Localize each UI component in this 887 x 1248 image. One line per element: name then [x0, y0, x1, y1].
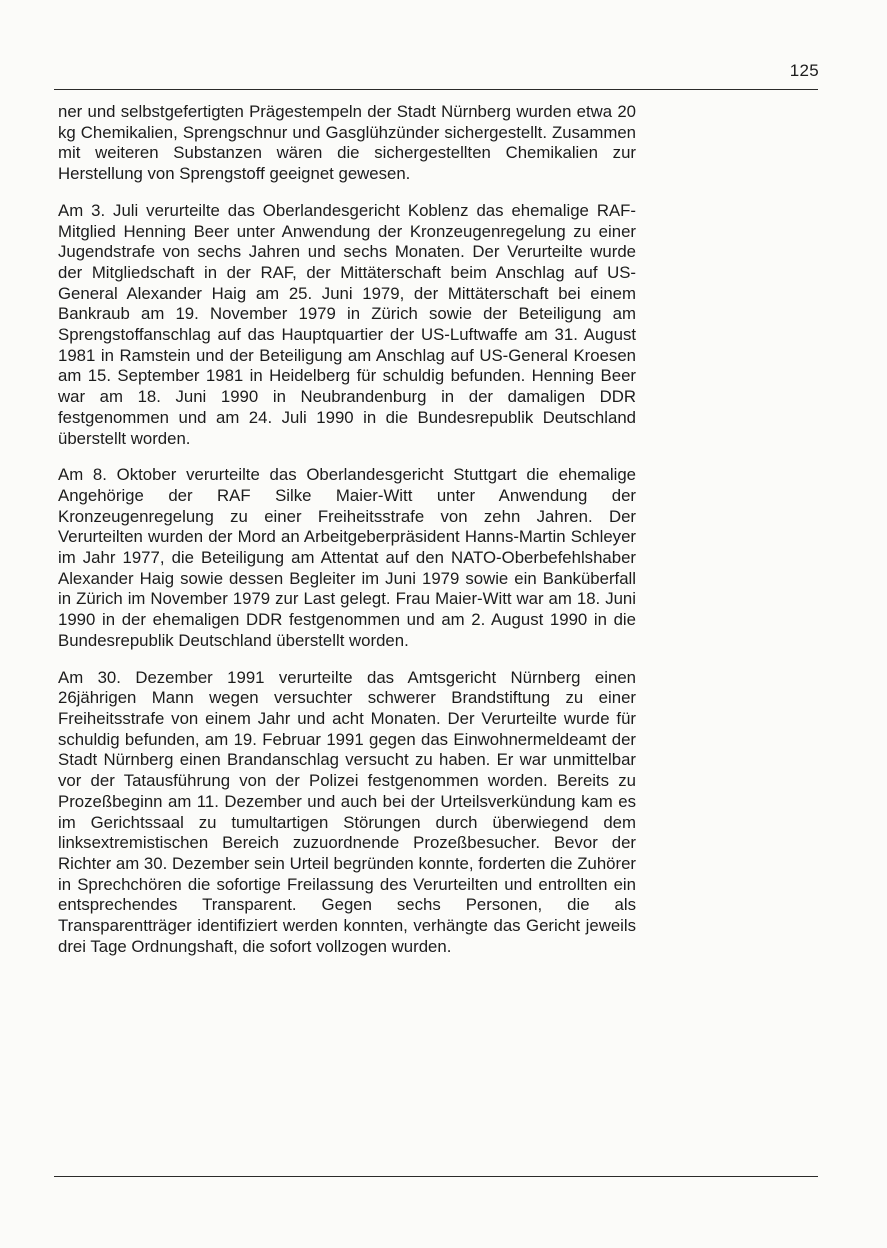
- header-rule: [54, 89, 818, 90]
- paragraph-3: Am 8. Oktober verurteilte das Oberlandesgericht Stuttgart die ehemalige Angehörige der RAF Silke Maier-Witt unter Anwendung der Kronzeugenregelung zu einer Freiheitsstrafe von zehn Jahren. Der Verurteilten wurden der Mord an Arbeitgeberpräsident Hanns-Martin Schleyer im Jahr 1977, die Beteiligung am Attentat auf den NATO-Oberbefehlshaber Alexander Haig sowie dessen Begleiter im Juni 1979 sowie ein Banküberfall in Zürich im November 1979 zur Last gelegt. Frau Maier-Witt war am 18. Juni 1990 in der ehemaligen DDR festgenommen und am 2. August 1990 in die Bundesrepublik Deutschland überstellt worden.: [58, 465, 636, 650]
- paragraph-2: Am 3. Juli verurteilte das Oberlandesgericht Koblenz das ehemalige RAF-Mitglied Henning Beer unter Anwendung der Kronzeugenregelung zu einer Jugendstrafe von sechs Jahren und sechs Monaten. Der Verurteilte wurde der Mitgliedschaft in der RAF, der Mittäterschaft beim Anschlag auf US-General Alexander Haig am 25. Juni 1979, der Mittäterschaft bei einem Bankraub am 19. November 1979 in Zürich sowie der Beteiligung am Sprengstoffanschlag auf das Hauptquartier der US-Luftwaffe am 31. August 1981 in Ramstein und der Beteiligung am Anschlag auf US-General Kroesen am 15. September 1981 in Heidelberg für schuldig befunden. Henning Beer war am 18. Juni 1990 in Neubrandenburg in der damaligen DDR festgenommen und am 24. Juli 1990 in die Bundesrepublik Deutschland überstellt worden.: [58, 200, 636, 448]
- footer-rule: [54, 1176, 818, 1177]
- page-number: 125: [789, 61, 819, 80]
- paragraph-4: Am 30. Dezember 1991 verurteilte das Amtsgericht Nürnberg einen 26jährigen Mann wegen versuchter schwerer Brandstiftung zu einer Freiheitsstrafe von einem Jahr und acht Monaten. Der Verurteilte wurde für schuldig befunden, am 19. Februar 1991 gegen das Einwohnermeldeamt der Stadt Nürnberg einen Brandanschlag versucht zu haben. Er war unmittelbar vor der Tatausführung von der Polizei festgenommen worden. Bereits zu Prozeßbeginn am 11. Dezember und auch bei der Urteilsverkündung kam es im Gerichtssaal zu tumultartigen Störungen durch überwiegend dem linksextremistischen Bereich zuzuordnende Prozeßbesucher. Bevor der Richter am 30. Dezember sein Urteil begründen konnte, forderten die Zuhörer in Sprechchören die sofortige Freilassung des Verurteilten und entrollten ein entsprechendes Transparent. Gegen sechs Personen, die als Transparentträger identifiziert werden konnten, verhängte das Gericht jeweils drei Tage Ordnungshaft, die sofort vollzogen wurden.: [58, 667, 636, 956]
- paragraph-1: ner und selbstgefertigten Prägestempeln der Stadt Nürnberg wurden etwa 20 kg Chemikalien, Sprengschnur und Gasglühzünder sichergestellt. Zusammen mit weiteren Substanzen wären die sichergestellten Chemikalien zur Herstellung von Sprengstoff geeignet gewesen.: [58, 102, 636, 184]
- body-text: [58, 102, 636, 973]
